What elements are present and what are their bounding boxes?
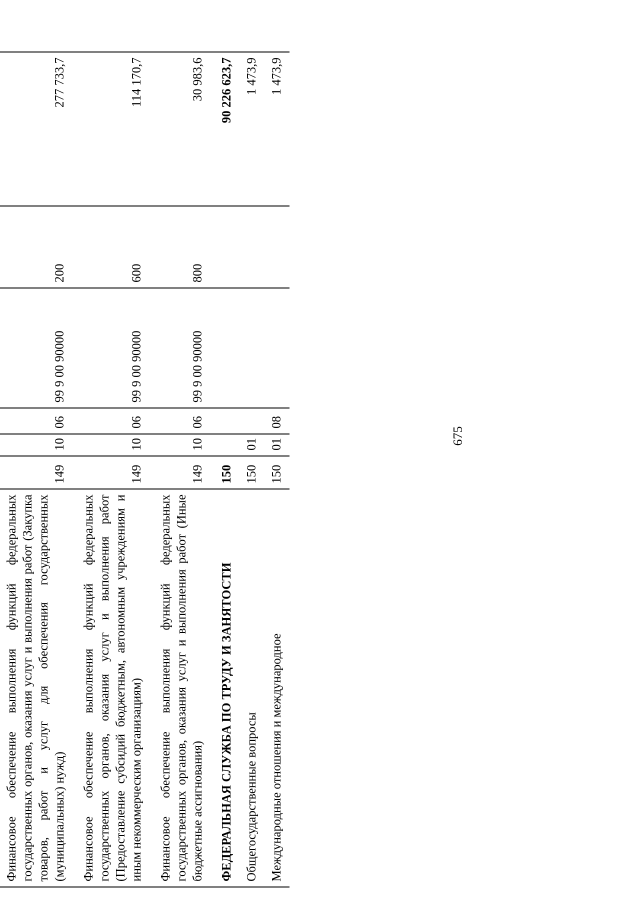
page-number: 675	[450, 426, 465, 446]
cell-vr: 600	[72, 206, 149, 288]
cell-vr: 800	[149, 206, 210, 288]
cell-sum: 30 983,6	[149, 52, 210, 206]
table-row	[239, 52, 264, 887]
cell-csr: 99 9 00 90000	[72, 288, 149, 408]
cell-csr: 99 9 00 90000	[0, 288, 72, 408]
cell-vr	[210, 206, 239, 288]
cell-min: 150	[210, 456, 239, 489]
cell-csr	[264, 288, 289, 408]
cell-csr	[239, 288, 264, 408]
table-row	[0, 52, 72, 887]
cell-rz	[210, 434, 239, 456]
cell-vr: 200	[0, 206, 72, 288]
table-row	[264, 52, 289, 887]
table-row	[210, 52, 239, 887]
budget-table	[0, 52, 289, 888]
cell-min: 150	[239, 456, 264, 489]
rotated-budget-sheet	[0, 53, 326, 888]
cell-sum: 1 473,9	[264, 52, 289, 206]
cell-sum: 90 226 623,7	[210, 52, 239, 206]
cell-sum: 277 733,7	[0, 52, 72, 206]
cell-rz: 01	[264, 434, 289, 456]
cell-sum: 1 473,9	[239, 52, 264, 206]
cell-csr	[210, 288, 239, 408]
cell-name: Финансовое обеспечение выполнения функций федеральных государственных органов, оказания услуг и выполнения работ (Закупка товаров, работ и услуг для обеспечения государственных (муниципальных) нужд)	[0, 489, 72, 887]
cell-pr	[239, 408, 264, 434]
cell-min: 149	[72, 456, 149, 489]
cell-pr	[210, 408, 239, 434]
cell-pr: 08	[264, 408, 289, 434]
cell-vr	[264, 206, 289, 288]
cell-rz: 10	[72, 434, 149, 456]
cell-min: 150	[264, 456, 289, 489]
cell-vr	[239, 206, 264, 288]
cell-sum: 114 170,7	[72, 52, 149, 206]
cell-name: Международные отношения и международное	[264, 489, 289, 887]
cell-min: 149	[149, 456, 210, 489]
cell-name: ФЕДЕРАЛЬНАЯ СЛУЖБА ПО ТРУДУ И ЗАНЯТОСТИ	[210, 489, 239, 887]
cell-rz: 10	[149, 434, 210, 456]
cell-rz: 10	[0, 434, 72, 456]
cell-min: 149	[0, 456, 72, 489]
table-body	[0, 52, 289, 887]
table-row	[149, 52, 210, 887]
cell-pr: 06	[72, 408, 149, 434]
cell-name: Финансовое обеспечение выполнения функций федеральных государственных органов, оказания услуг и выполнения работ (Предоставление субсидий бюджетным, автономным учреждениям и иным некоммерческим организациям)	[72, 489, 149, 887]
cell-name: Общегосударственные вопросы	[239, 489, 264, 887]
cell-pr: 06	[0, 408, 72, 434]
cell-rz: 01	[239, 434, 264, 456]
cell-pr: 06	[149, 408, 210, 434]
table-row	[72, 52, 149, 887]
cell-name: Финансовое обеспечение выполнения функций федеральных государственных органов, оказания услуг и выполнения работ (Иные бюджетные ассигнования)	[149, 489, 210, 887]
cell-csr: 99 9 00 90000	[149, 288, 210, 408]
